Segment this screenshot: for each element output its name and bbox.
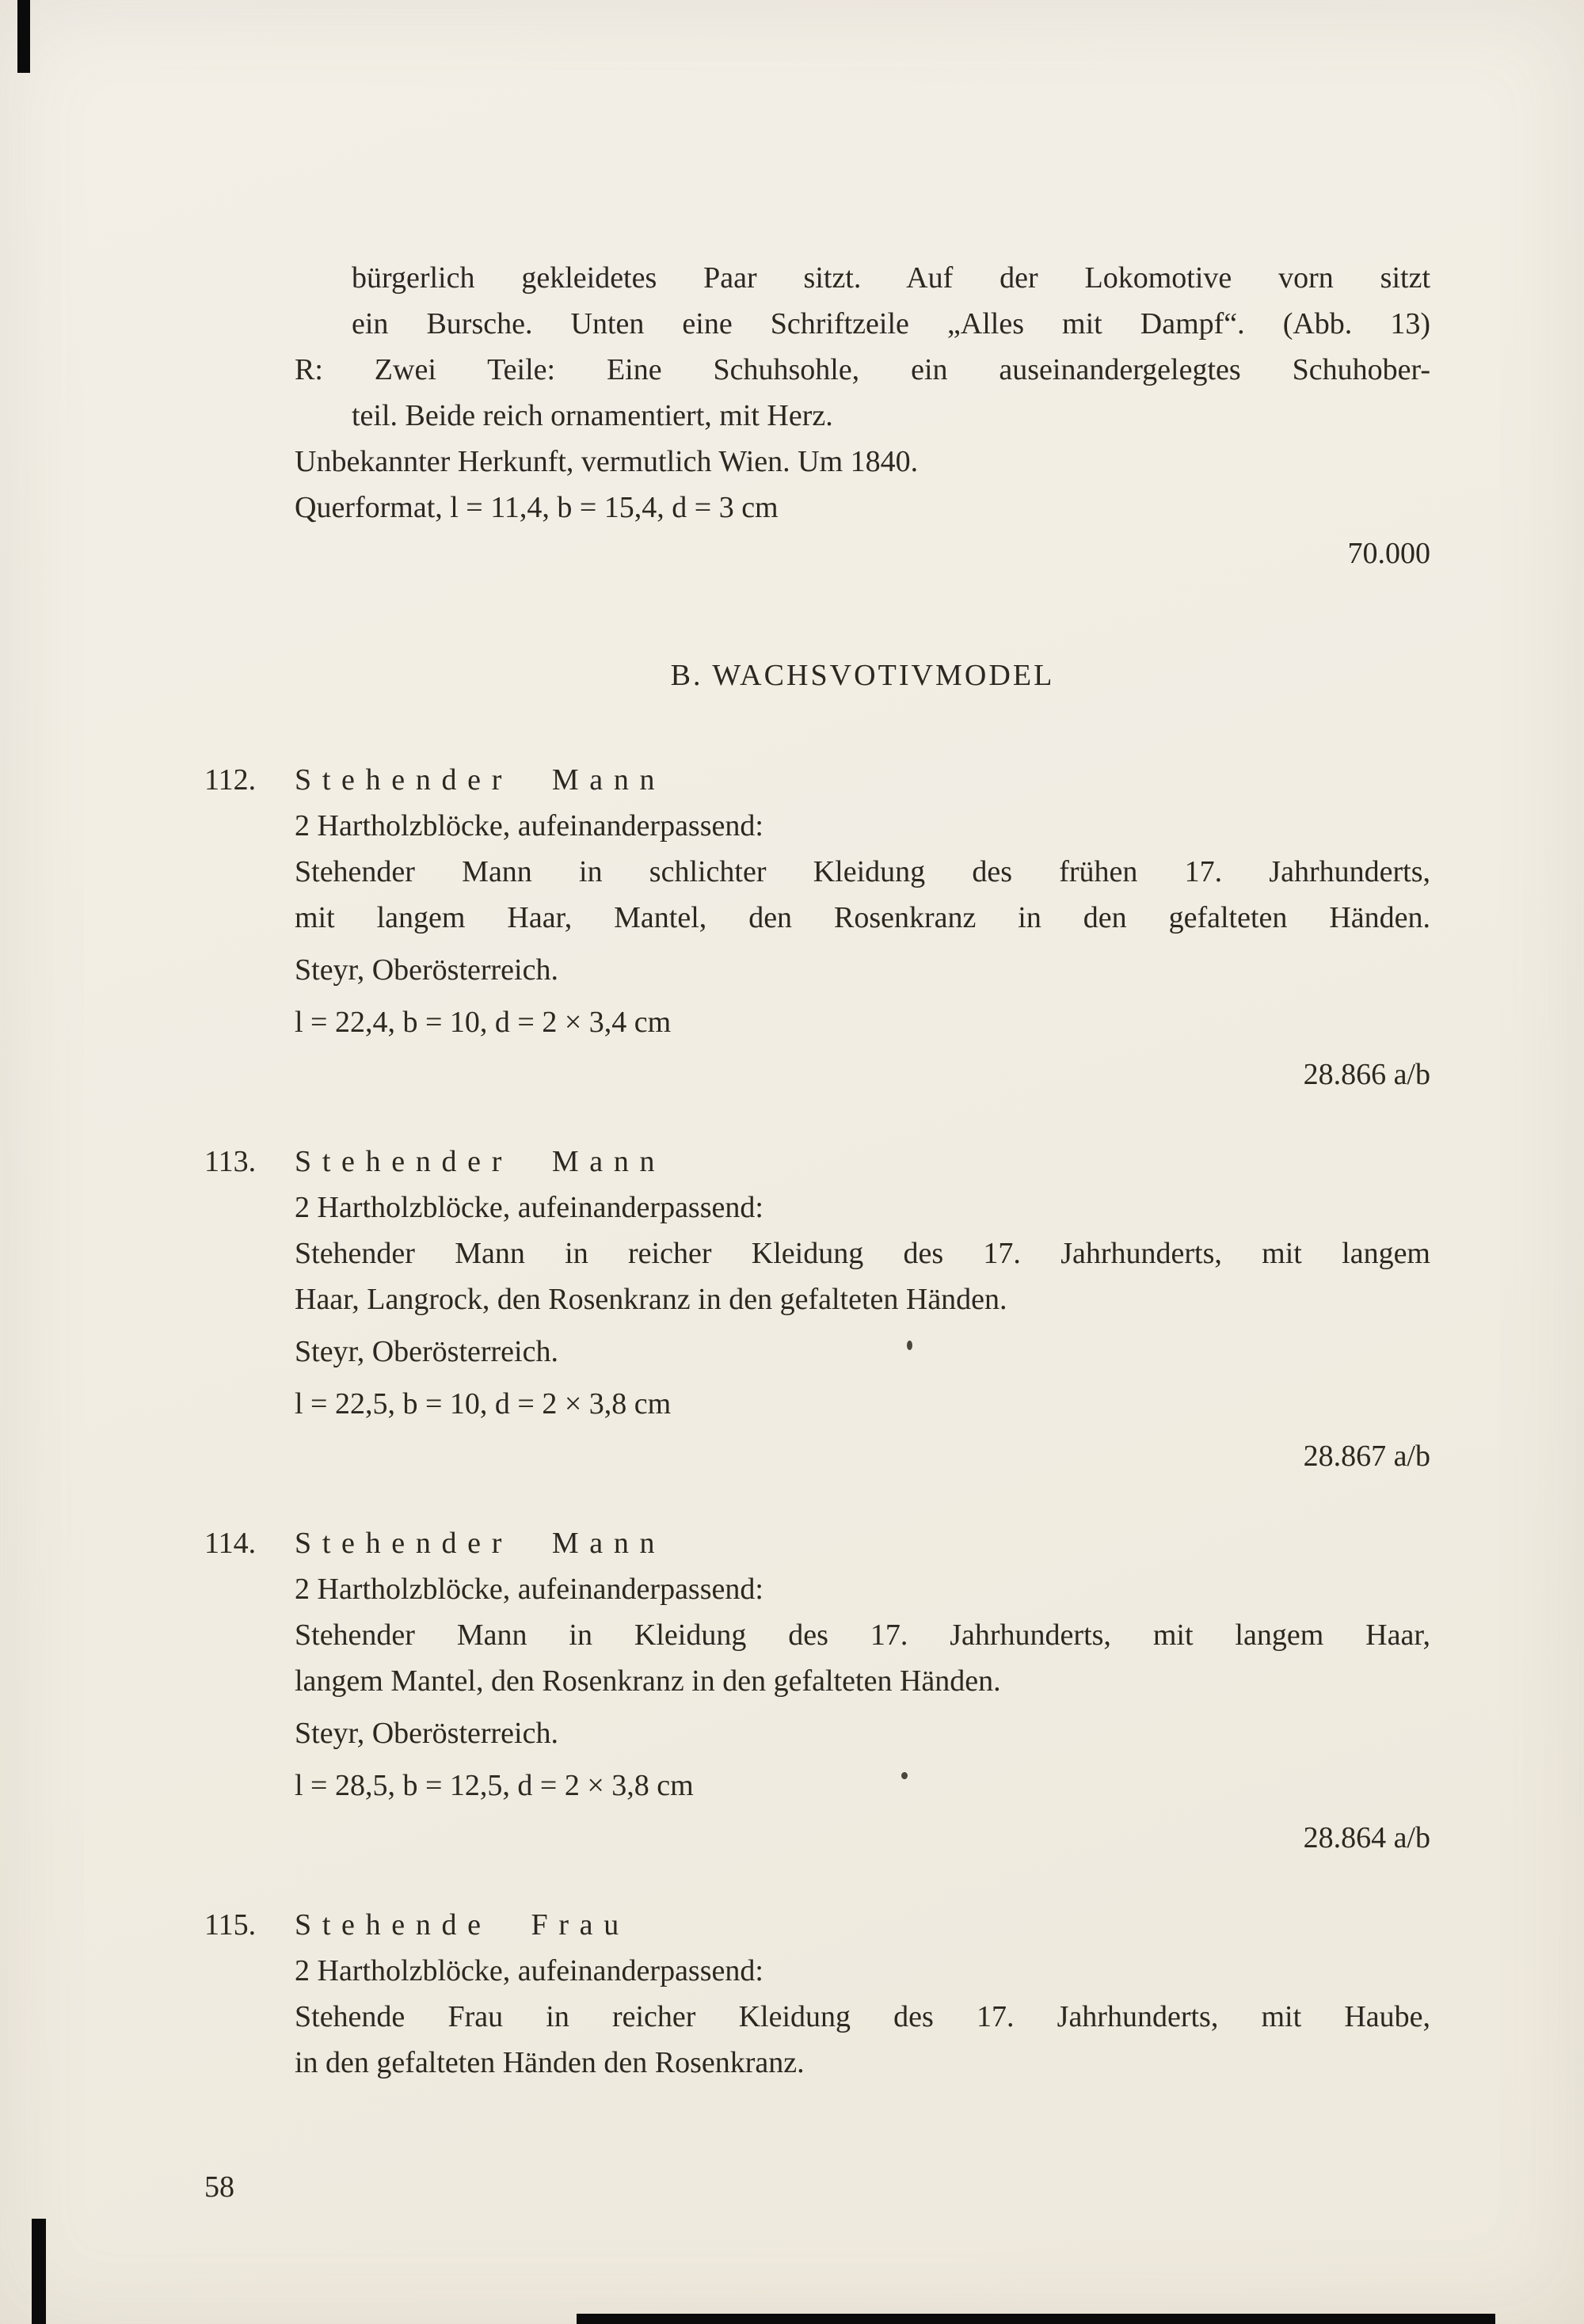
entry-line: in den gefalteten Händen den Rosenkranz. [295, 2046, 805, 2079]
entry-number: 115. [204, 1908, 257, 1942]
entry-line: Stehender Mann in reicher Kleidung des 17. Jahrhunderts, mit langem [295, 1237, 1430, 1270]
entry-line: Stehender Mann in Kleidung des 17. Jahrhunderts, mit langem Haar, [295, 1618, 1430, 1652]
inventory-number: 28.866 a/b [1303, 1058, 1430, 1091]
entry-number: 114. [204, 1527, 257, 1560]
entry-line: mit langem Haar, Mantel, den Rosenkranz in den gefalteten Händen. [295, 901, 1430, 934]
entry-line: Stehender Mann in schlichter Kleidung des frühen 17. Jahrhunderts, [295, 855, 1430, 888]
entry-line: Steyr, Oberösterreich. [295, 1335, 558, 1368]
scan-edge-artifact-bottom [577, 2314, 1495, 2324]
entry-line: langem Mantel, den Rosenkranz in den gefalteten Händen. [295, 1664, 1001, 1698]
catalog-entry [204, 757, 1430, 1097]
entry-line: Haar, Langrock, den Rosenkranz in den gefalteten Händen. [295, 1283, 1007, 1316]
entry-line: l = 28,5, b = 12,5, d = 2 × 3,8 cm [295, 1769, 694, 1802]
entry-title: Stehender Mann [295, 1527, 666, 1560]
entries [204, 757, 1430, 2086]
entry-line: 2 Hartholzblöcke, aufeinanderpassend: [295, 1954, 763, 1987]
section-heading: B. WACHSVOTIVMODEL [670, 659, 1055, 692]
text-column [204, 255, 1430, 2086]
entry-line: 2 Hartholzblöcke, aufeinanderpassend: [295, 809, 763, 842]
intro-paragraph [295, 255, 1430, 531]
entry-number: 112. [204, 763, 257, 797]
intro-line: Querformat, l = 11,4, b = 15,4, d = 3 cm [295, 491, 779, 524]
intro-line: Unbekannter Herkunft, vermutlich Wien. Um 1840. [295, 445, 919, 478]
entry-title: Stehender Mann [295, 1145, 666, 1178]
intro-line: teil. Beide reich ornamentiert, mit Herz. [352, 399, 833, 432]
price-number: 70.000 [1347, 537, 1430, 570]
catalog-entry [204, 1139, 1430, 1479]
scan-edge-artifact-top-left [17, 0, 30, 73]
entry-line: l = 22,5, b = 10, d = 2 × 3,8 cm [295, 1387, 672, 1421]
entry-title: Stehende Frau [295, 1908, 630, 1942]
entry-line: 2 Hartholzblöcke, aufeinanderpassend: [295, 1573, 763, 1606]
scan-edge-artifact-bottom-left [32, 2219, 46, 2324]
entry-line: Steyr, Oberösterreich. [295, 1717, 558, 1750]
inventory-number: 28.867 a/b [1303, 1440, 1430, 1473]
entry-line: Steyr, Oberösterreich. [295, 953, 558, 987]
intro-line: bürgerlich gekleidetes Paar sitzt. Auf der Lokomotive vorn sitzt [352, 261, 1430, 295]
catalog-entry [204, 1902, 1430, 2086]
catalog-entry [204, 1520, 1430, 1861]
entry-number: 113. [204, 1145, 257, 1178]
page-number: 58 [204, 2170, 234, 2204]
entry-line: l = 22,4, b = 10, d = 2 × 3,4 cm [295, 1006, 672, 1039]
inventory-number: 28.864 a/b [1303, 1821, 1430, 1854]
intro-line: R: Zwei Teile: Eine Schuhsohle, ein auseinandergelegtes Schuhober- [295, 353, 1430, 386]
entry-line: Stehende Frau in reicher Kleidung des 17. Jahrhunderts, mit Haube, [295, 2000, 1430, 2033]
entry-title: Stehender Mann [295, 763, 666, 797]
intro-line: ein Bursche. Unten eine Schriftzeile „Alles mit Dampf“. (Abb. 13) [352, 307, 1430, 340]
entry-line: 2 Hartholzblöcke, aufeinanderpassend: [295, 1191, 763, 1224]
